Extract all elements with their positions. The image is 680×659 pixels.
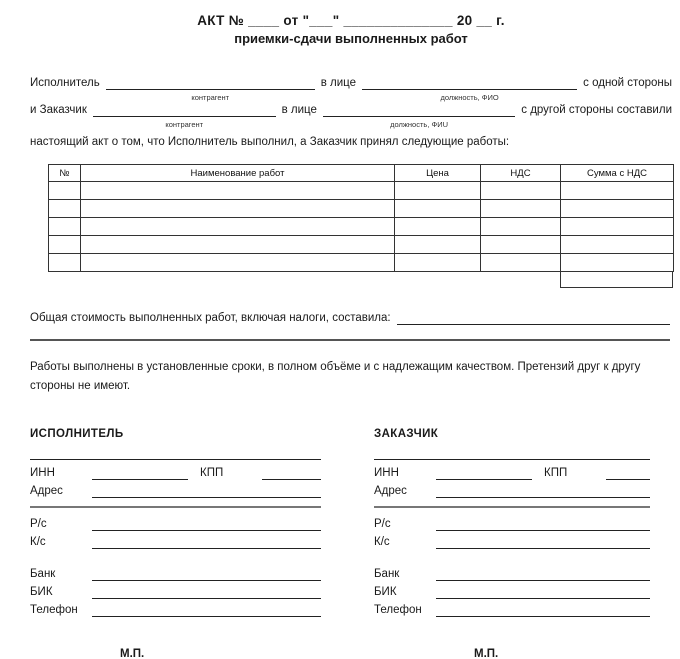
- party-block: [374, 428, 650, 659]
- ks-blank: [436, 537, 650, 549]
- works-table-cell: [481, 200, 561, 218]
- address-label: Адрес: [30, 485, 63, 497]
- document-title: [30, 0, 672, 46]
- works-table-row: [49, 200, 674, 218]
- inn-label: ИНН: [374, 467, 399, 479]
- phone-label: Телефон: [374, 604, 422, 616]
- spacer: [30, 549, 321, 563]
- address-row: [374, 480, 650, 498]
- party-divider-rule: [30, 506, 321, 508]
- inn-blank: [436, 468, 532, 480]
- party-divider-rule: [374, 506, 650, 508]
- intro-section: [30, 76, 672, 149]
- works-table-cell: [49, 236, 81, 254]
- closing-line-1: Работы выполнены в установленные сроки, в полном объёме и с надлежащим качеством. Претензий друг к другу: [30, 361, 641, 373]
- rs-label: Р/с: [374, 518, 391, 530]
- works-table-cell: [561, 254, 674, 272]
- inn-blank: [92, 468, 188, 480]
- address-row: [30, 480, 321, 498]
- closing-line-2: стороны не имеют.: [30, 380, 131, 392]
- settlement-account-row: [374, 513, 650, 531]
- stamp-place-label: М.П.: [474, 648, 499, 659]
- works-column-header: Наименование работ: [81, 165, 395, 182]
- party-heading: ЗАКАЗЧИК: [374, 428, 439, 440]
- works-table-cell: [81, 236, 395, 254]
- title-act-number-line: АКТ № ____ от "___" ______________ 20 __ г.: [197, 13, 505, 28]
- executor-party-line: [30, 76, 672, 102]
- works-table-cell: [561, 218, 674, 236]
- correspondent-account-row: [30, 531, 321, 549]
- ks-blank: [92, 537, 321, 549]
- works-table-cell: [481, 254, 561, 272]
- party-block: [30, 428, 321, 659]
- works-table: [48, 164, 674, 272]
- settlement-account-row: [30, 513, 321, 531]
- rs-label: Р/с: [30, 518, 47, 530]
- rs-blank: [92, 519, 321, 531]
- bank-blank: [436, 569, 650, 581]
- works-table-cell: [81, 254, 395, 272]
- correspondent-account-row: [374, 531, 650, 549]
- other-party-label: с другой стороны составили: [521, 104, 672, 116]
- works-column-header: Цена: [395, 165, 481, 182]
- title-subtitle-line: приемки-сдачи выполненных работ: [234, 31, 468, 46]
- works-column-header: НДС: [481, 165, 561, 182]
- act-statement-text: настоящий акт о том, что Исполнитель выполнил, а Заказчик принял следующие работы:: [30, 136, 510, 148]
- bank-label: Банк: [30, 568, 56, 580]
- works-table-cell: [49, 254, 81, 272]
- works-table-cell: [49, 200, 81, 218]
- represented-by-label: в лице: [320, 77, 357, 89]
- address-blank: [436, 486, 650, 498]
- represented-by-label: в лице: [281, 104, 317, 116]
- bik-row: [374, 581, 650, 599]
- phone-label: Телефон: [30, 604, 78, 616]
- position-name-hint: должность, ФИU: [390, 120, 448, 129]
- executor-name-blank: [106, 77, 315, 102]
- address-blank: [92, 486, 321, 498]
- bik-blank: [92, 587, 321, 599]
- works-table-cell: [481, 236, 561, 254]
- works-table-row: [49, 218, 674, 236]
- spacer: [374, 549, 650, 563]
- ks-label: К/с: [30, 536, 46, 548]
- customer-name-blank: [93, 104, 276, 129]
- party-name-blank: [30, 440, 321, 460]
- kpp-label: КПП: [200, 467, 224, 479]
- phone-row: [30, 599, 321, 617]
- total-cost-line: [30, 311, 672, 325]
- counterparty-hint: контрагент: [191, 93, 230, 102]
- kpp-blank: [606, 468, 650, 480]
- party-name-blank: [374, 440, 650, 460]
- works-table-cell: [81, 182, 395, 200]
- works-table-cell: [561, 182, 674, 200]
- parties-section: [30, 428, 672, 659]
- bik-blank: [436, 587, 650, 599]
- works-table-cell: [81, 200, 395, 218]
- kpp-blank: [262, 468, 321, 480]
- inn-kpp-row: [374, 462, 650, 480]
- works-table-cell: [481, 218, 561, 236]
- stamp-place-label: М.П.: [120, 648, 145, 659]
- bik-label: БИК: [30, 586, 53, 598]
- works-table-cell: [395, 200, 481, 218]
- inn-kpp-row: [30, 462, 321, 480]
- bank-row: [30, 563, 321, 581]
- one-party-label: с одной стороны: [583, 77, 672, 89]
- works-column-header: №: [49, 165, 81, 182]
- position-name-hint: должность, ФИО: [440, 93, 499, 102]
- address-label: Адрес: [374, 485, 407, 497]
- works-table-cell: [81, 218, 395, 236]
- works-table-cell: [395, 254, 481, 272]
- bank-label: Банк: [374, 568, 400, 580]
- phone-row: [374, 599, 650, 617]
- phone-blank: [436, 605, 650, 617]
- bik-row: [30, 581, 321, 599]
- works-table-header-row: [49, 165, 674, 182]
- total-cost-label: Общая стоимость выполненных работ, включая налоги, составила:: [30, 312, 391, 324]
- inn-label: ИНН: [30, 467, 55, 479]
- works-table-section: [48, 164, 672, 288]
- works-column-header: Сумма с НДС: [561, 165, 674, 182]
- executor-label: Исполнитель: [30, 77, 100, 89]
- bik-label: БИК: [374, 586, 397, 598]
- works-table-row: [49, 236, 674, 254]
- closing-paragraph: [30, 358, 672, 396]
- works-total-cell: [560, 272, 673, 288]
- works-table-cell: [49, 218, 81, 236]
- customer-label: и Заказчик: [30, 104, 87, 116]
- phone-blank: [92, 605, 321, 617]
- works-table-cell: [561, 236, 674, 254]
- customer-representative-blank: [323, 104, 515, 129]
- kpp-label: КПП: [544, 467, 568, 479]
- counterparty-hint: контрагент: [165, 120, 204, 129]
- works-table-cell: [49, 182, 81, 200]
- rs-blank: [436, 519, 650, 531]
- total-cost-blank: [397, 312, 670, 325]
- works-table-cell: [395, 218, 481, 236]
- bank-row: [374, 563, 650, 581]
- party-heading: ИСПОЛНИТЕЛЬ: [30, 428, 124, 440]
- customer-party-line: [30, 103, 672, 129]
- bank-blank: [92, 569, 321, 581]
- works-table-cell: [395, 236, 481, 254]
- horizontal-rule: [30, 339, 670, 341]
- works-table-row: [49, 182, 674, 200]
- ks-label: К/с: [374, 536, 390, 548]
- executor-representative-blank: [362, 77, 577, 102]
- works-table-cell: [481, 182, 561, 200]
- works-table-cell: [395, 182, 481, 200]
- works-table-row: [49, 254, 674, 272]
- works-table-cell: [561, 200, 674, 218]
